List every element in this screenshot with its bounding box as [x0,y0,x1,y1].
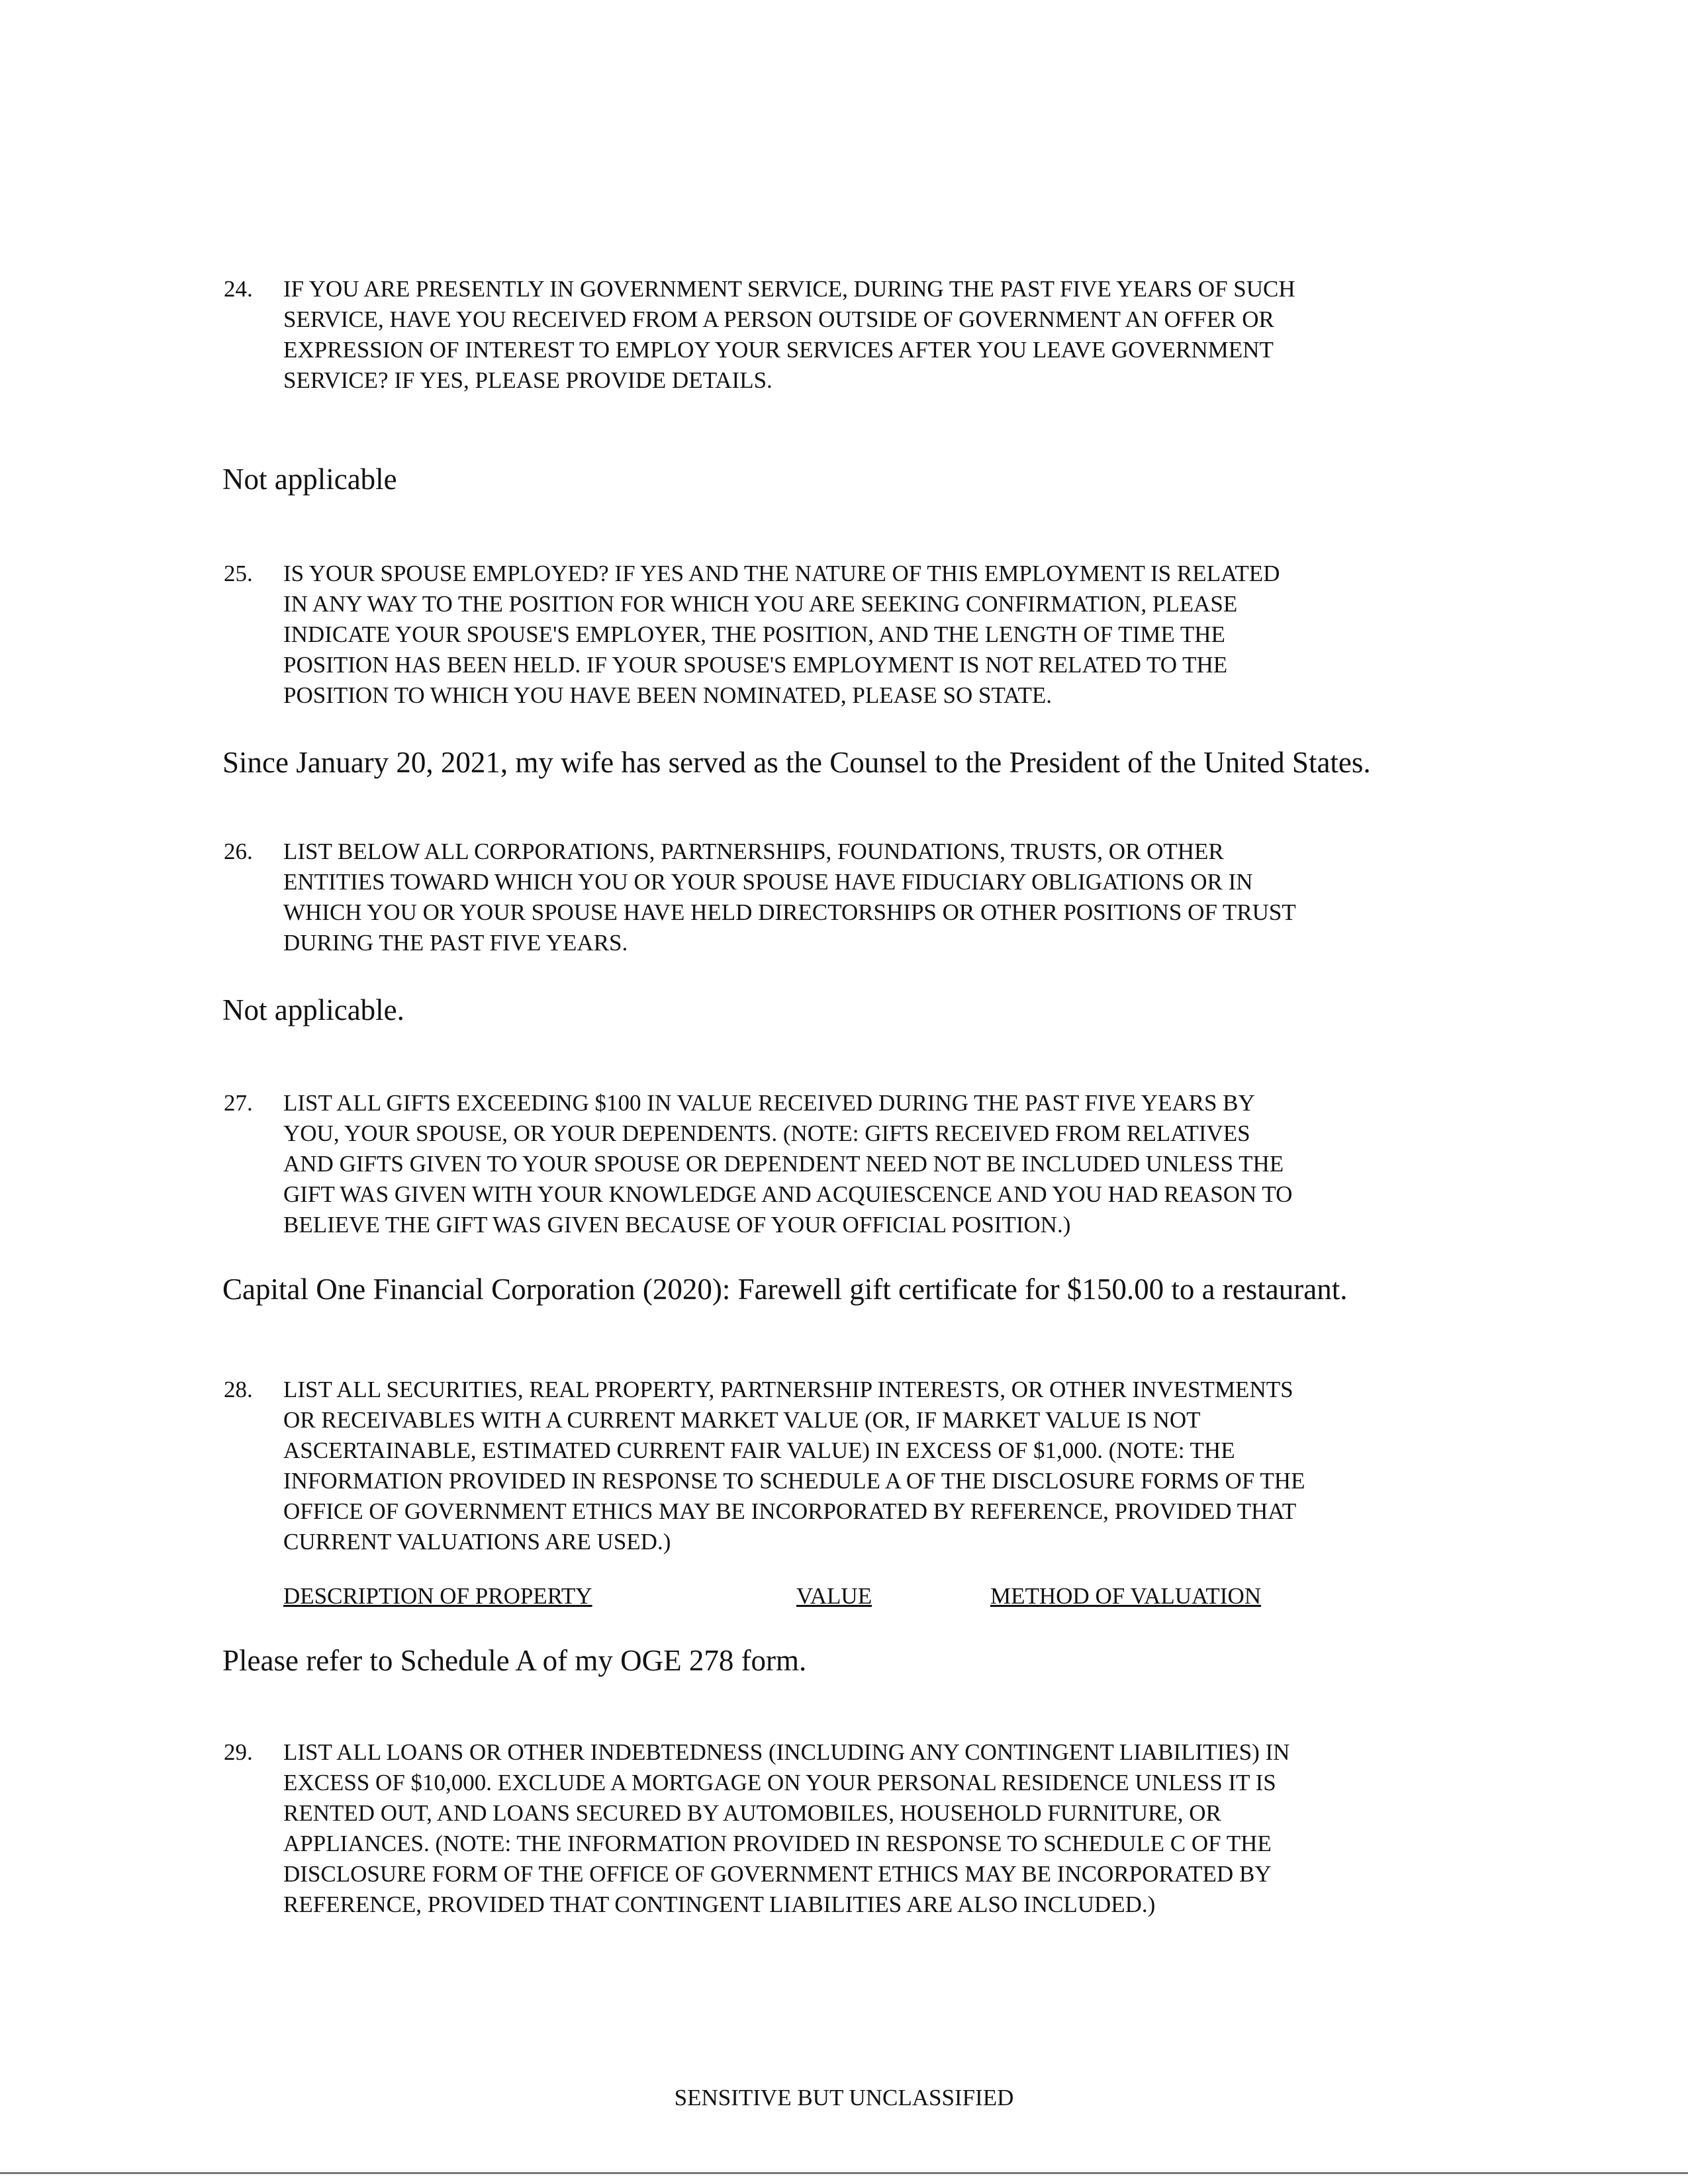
question-line: YOU, YOUR SPOUSE, OR YOUR DEPENDENTS. (NOTE: GIFTS RECEIVED FROM RELATIVES [283,1120,1250,1146]
question-line: OR RECEIVABLES WITH A CURRENT MARKET VALUE (OR, IF MARKET VALUE IS NOT [283,1407,1201,1433]
question-line: LIST BELOW ALL CORPORATIONS, PARTNERSHIPS, FOUNDATIONS, TRUSTS, OR OTHER [283,839,1224,864]
question-text [283,559,1481,711]
header-value: VALUE [796,1583,872,1609]
question-line: LIST ALL GIFTS EXCEEDING $100 IN VALUE RECEIVED DURING THE PAST FIVE YEARS BY [283,1090,1255,1116]
question-line: LIST ALL SECURITIES, REAL PROPERTY, PARTNERSHIP INTERESTS, OR OTHER INVESTMENTS [283,1377,1293,1402]
header-method-of-valuation: METHOD OF VALUATION [990,1583,1261,1609]
question-line: RENTED OUT, AND LOANS SECURED BY AUTOMOBILES, HOUSEHOLD FURNITURE, OR [283,1800,1221,1826]
answer-24: Not applicable [222,463,397,496]
question-line: CURRENT VALUATIONS ARE USED.) [283,1529,671,1555]
question-line: ASCERTAINABLE, ESTIMATED CURRENT FAIR VALUE) IN EXCESS OF $1,000. (NOTE: THE [283,1437,1235,1463]
header-description-of-property: DESCRIPTION OF PROPERTY [283,1583,592,1609]
question-number: 26. [224,839,253,864]
question-text [283,274,1481,396]
question-line: DISCLOSURE FORM OF THE OFFICE OF GOVERNMENT ETHICS MAY BE INCORPORATED BY [283,1861,1272,1887]
question-line: ENTITIES TOWARD WHICH YOU OR YOUR SPOUSE HAVE FIDUCIARY OBLIGATIONS OR IN [283,869,1253,895]
question-26 [224,837,1481,958]
question-text [283,1088,1481,1240]
bottom-rule [0,2172,1688,2174]
question-line: AND GIFTS GIVEN TO YOUR SPOUSE OR DEPENDENT NEED NOT BE INCLUDED UNLESS THE [283,1151,1284,1177]
question-line: APPLIANCES. (NOTE: THE INFORMATION PROVIDED IN RESPONSE TO SCHEDULE C OF THE [283,1831,1272,1856]
question-number: 29. [224,1739,253,1765]
question-line: POSITION TO WHICH YOU HAVE BEEN NOMINATED, PLEASE SO STATE. [283,682,1052,708]
question-28 [224,1375,1481,1557]
question-text [283,1737,1481,1920]
question-line: EXCESS OF $10,000. EXCLUDE A MORTGAGE ON YOUR PERSONAL RESIDENCE UNLESS IT IS [283,1770,1276,1796]
question-line: OFFICE OF GOVERNMENT ETHICS MAY BE INCORPORATED BY REFERENCE, PROVIDED THAT [283,1498,1297,1524]
question-line: IF YOU ARE PRESENTLY IN GOVERNMENT SERVICE, DURING THE PAST FIVE YEARS OF SUCH [283,276,1295,302]
question-line: BELIEVE THE GIFT WAS GIVEN BECAUSE OF YOUR OFFICIAL POSITION.) [283,1212,1071,1238]
question-text [283,1375,1481,1557]
question-line: EXPRESSION OF INTEREST TO EMPLOY YOUR SERVICES AFTER YOU LEAVE GOVERNMENT [283,337,1274,363]
question-line: SERVICE, HAVE YOU RECEIVED FROM A PERSON OUTSIDE OF GOVERNMENT AN OFFER OR [283,306,1274,332]
question-line: SERVICE? IF YES, PLEASE PROVIDE DETAILS. [283,367,773,393]
question-line: POSITION HAS BEEN HELD. IF YOUR SPOUSE'S EMPLOYMENT IS NOT RELATED TO THE [283,652,1228,678]
question-line: INFORMATION PROVIDED IN RESPONSE TO SCHEDULE A OF THE DISCLOSURE FORMS OF THE [283,1468,1305,1494]
question-line: GIFT WAS GIVEN WITH YOUR KNOWLEDGE AND ACQUIESCENCE AND YOU HAD REASON TO [283,1181,1293,1207]
question-25 [224,559,1481,711]
question-number: 24. [224,276,253,302]
answer-26: Not applicable. [222,993,404,1026]
question-number: 28. [224,1377,253,1402]
question-line: IN ANY WAY TO THE POSITION FOR WHICH YOU ARE SEEKING CONFIRMATION, PLEASE [283,591,1238,617]
question-number: 27. [224,1090,253,1116]
question-line: REFERENCE, PROVIDED THAT CONTINGENT LIABILITIES ARE ALSO INCLUDED.) [283,1891,1156,1917]
classification-footer: SENSITIVE BUT UNCLASSIFIED [674,2085,1014,2111]
question-line: WHICH YOU OR YOUR SPOUSE HAVE HELD DIRECTORSHIPS OR OTHER POSITIONS OF TRUST [283,899,1296,925]
question-line: DURING THE PAST FIVE YEARS. [283,930,628,956]
question-number: 25. [224,561,253,586]
question-text [283,837,1481,958]
question-line: IS YOUR SPOUSE EMPLOYED? IF YES AND THE NATURE OF THIS EMPLOYMENT IS RELATED [283,561,1280,586]
answer-28: Please refer to Schedule A of my OGE 278 form. [222,1644,807,1677]
question-27 [224,1088,1481,1240]
answer-25: Since January 20, 2021, my wife has served as the Counsel to the President of the United States. [222,746,1371,779]
question-line: LIST ALL LOANS OR OTHER INDEBTEDNESS (INCLUDING ANY CONTINGENT LIABILITIES) IN [283,1739,1290,1765]
question-29 [224,1737,1481,1920]
question-24 [224,274,1481,396]
answer-27: Capital One Financial Corporation (2020): Farewell gift certificate for $150.00 to a restaurant. [222,1273,1348,1306]
question-line: INDICATE YOUR SPOUSE'S EMPLOYER, THE POSITION, AND THE LENGTH OF TIME THE [283,621,1225,647]
